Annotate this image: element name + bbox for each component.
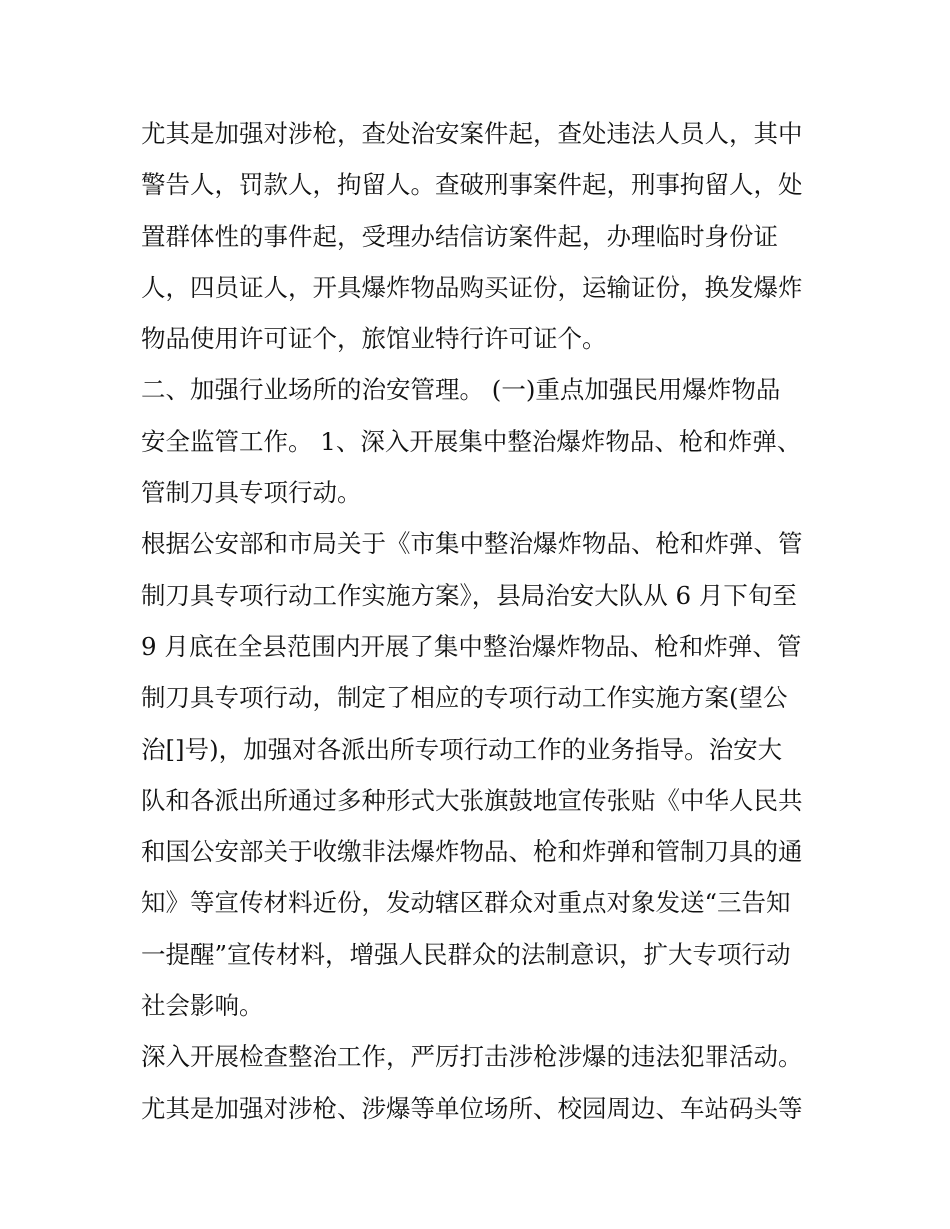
text-line-15: 和国公安部关于收缴非法爆炸物品、枪和炸弹和管制刀具的通: [141, 837, 803, 867]
text-line-9: 根据公安部和市局关于《市集中整治爆炸物品、枪和炸弹、管: [141, 529, 803, 559]
text-line-2: 警告人，罚款人，拘留人。查破刑事案件起，刑事拘留人，处: [141, 170, 803, 200]
text-line-11: 9 月底在全县范围内开展了集中整治爆炸物品、枪和炸弹、管: [141, 631, 802, 661]
text-line-13: 治[]号)，加强对各派出所专项行动工作的业务指导。治安大: [141, 734, 783, 764]
text-line-12: 制刀具专项行动，制定了相应的专项行动工作实施方案(望公: [141, 683, 788, 713]
text-line-14: 队和各派出所通过多种形式大张旗鼓地宣传张贴《中华人民共: [141, 785, 803, 815]
text-line-3: 置群体性的事件起，受理办结信访案件起，办理临时身份证: [141, 221, 778, 251]
text-line-1: 尤其是加强对涉枪，查处治安案件起，查处违法人员人，其中: [141, 119, 803, 148]
text-line-16: 知》等宣传材料近份，发动辖区群众对重点对象发送“三告知: [141, 888, 791, 918]
text-line-18: 社会影响。: [141, 991, 264, 1021]
text-line-8: 管制刀具专项行动。: [141, 478, 362, 508]
text-line-20: 尤其是加强对涉枪、涉爆等单位场所、校园周边、车站码头等: [141, 1093, 803, 1123]
text-line-7: 安全监管工作。 1、深入开展集中整治爆炸物品、枪和炸弹、: [141, 426, 802, 456]
text-line-4: 人，四员证人，开具爆炸物品购买证份，运输证份，换发爆炸: [141, 272, 803, 302]
text-line-10: 制刀具专项行动工作实施方案》，县局治安大队从 6 月下旬至: [141, 580, 797, 610]
text-line-5: 物品使用许可证个，旅馆业特行许可证个。: [141, 324, 607, 354]
text-line-19: 深入开展检查整治工作，严厉打击涉枪涉爆的违法犯罪活动。: [141, 1042, 803, 1072]
text-line-6: 二、加强行业场所的治安管理。 (一)重点加强民用爆炸物品: [141, 375, 781, 405]
text-line-17: 一提醒”宣传材料，增强人民群众的法制意识，扩大专项行动: [141, 939, 791, 969]
body-text: [141, 108, 821, 1134]
